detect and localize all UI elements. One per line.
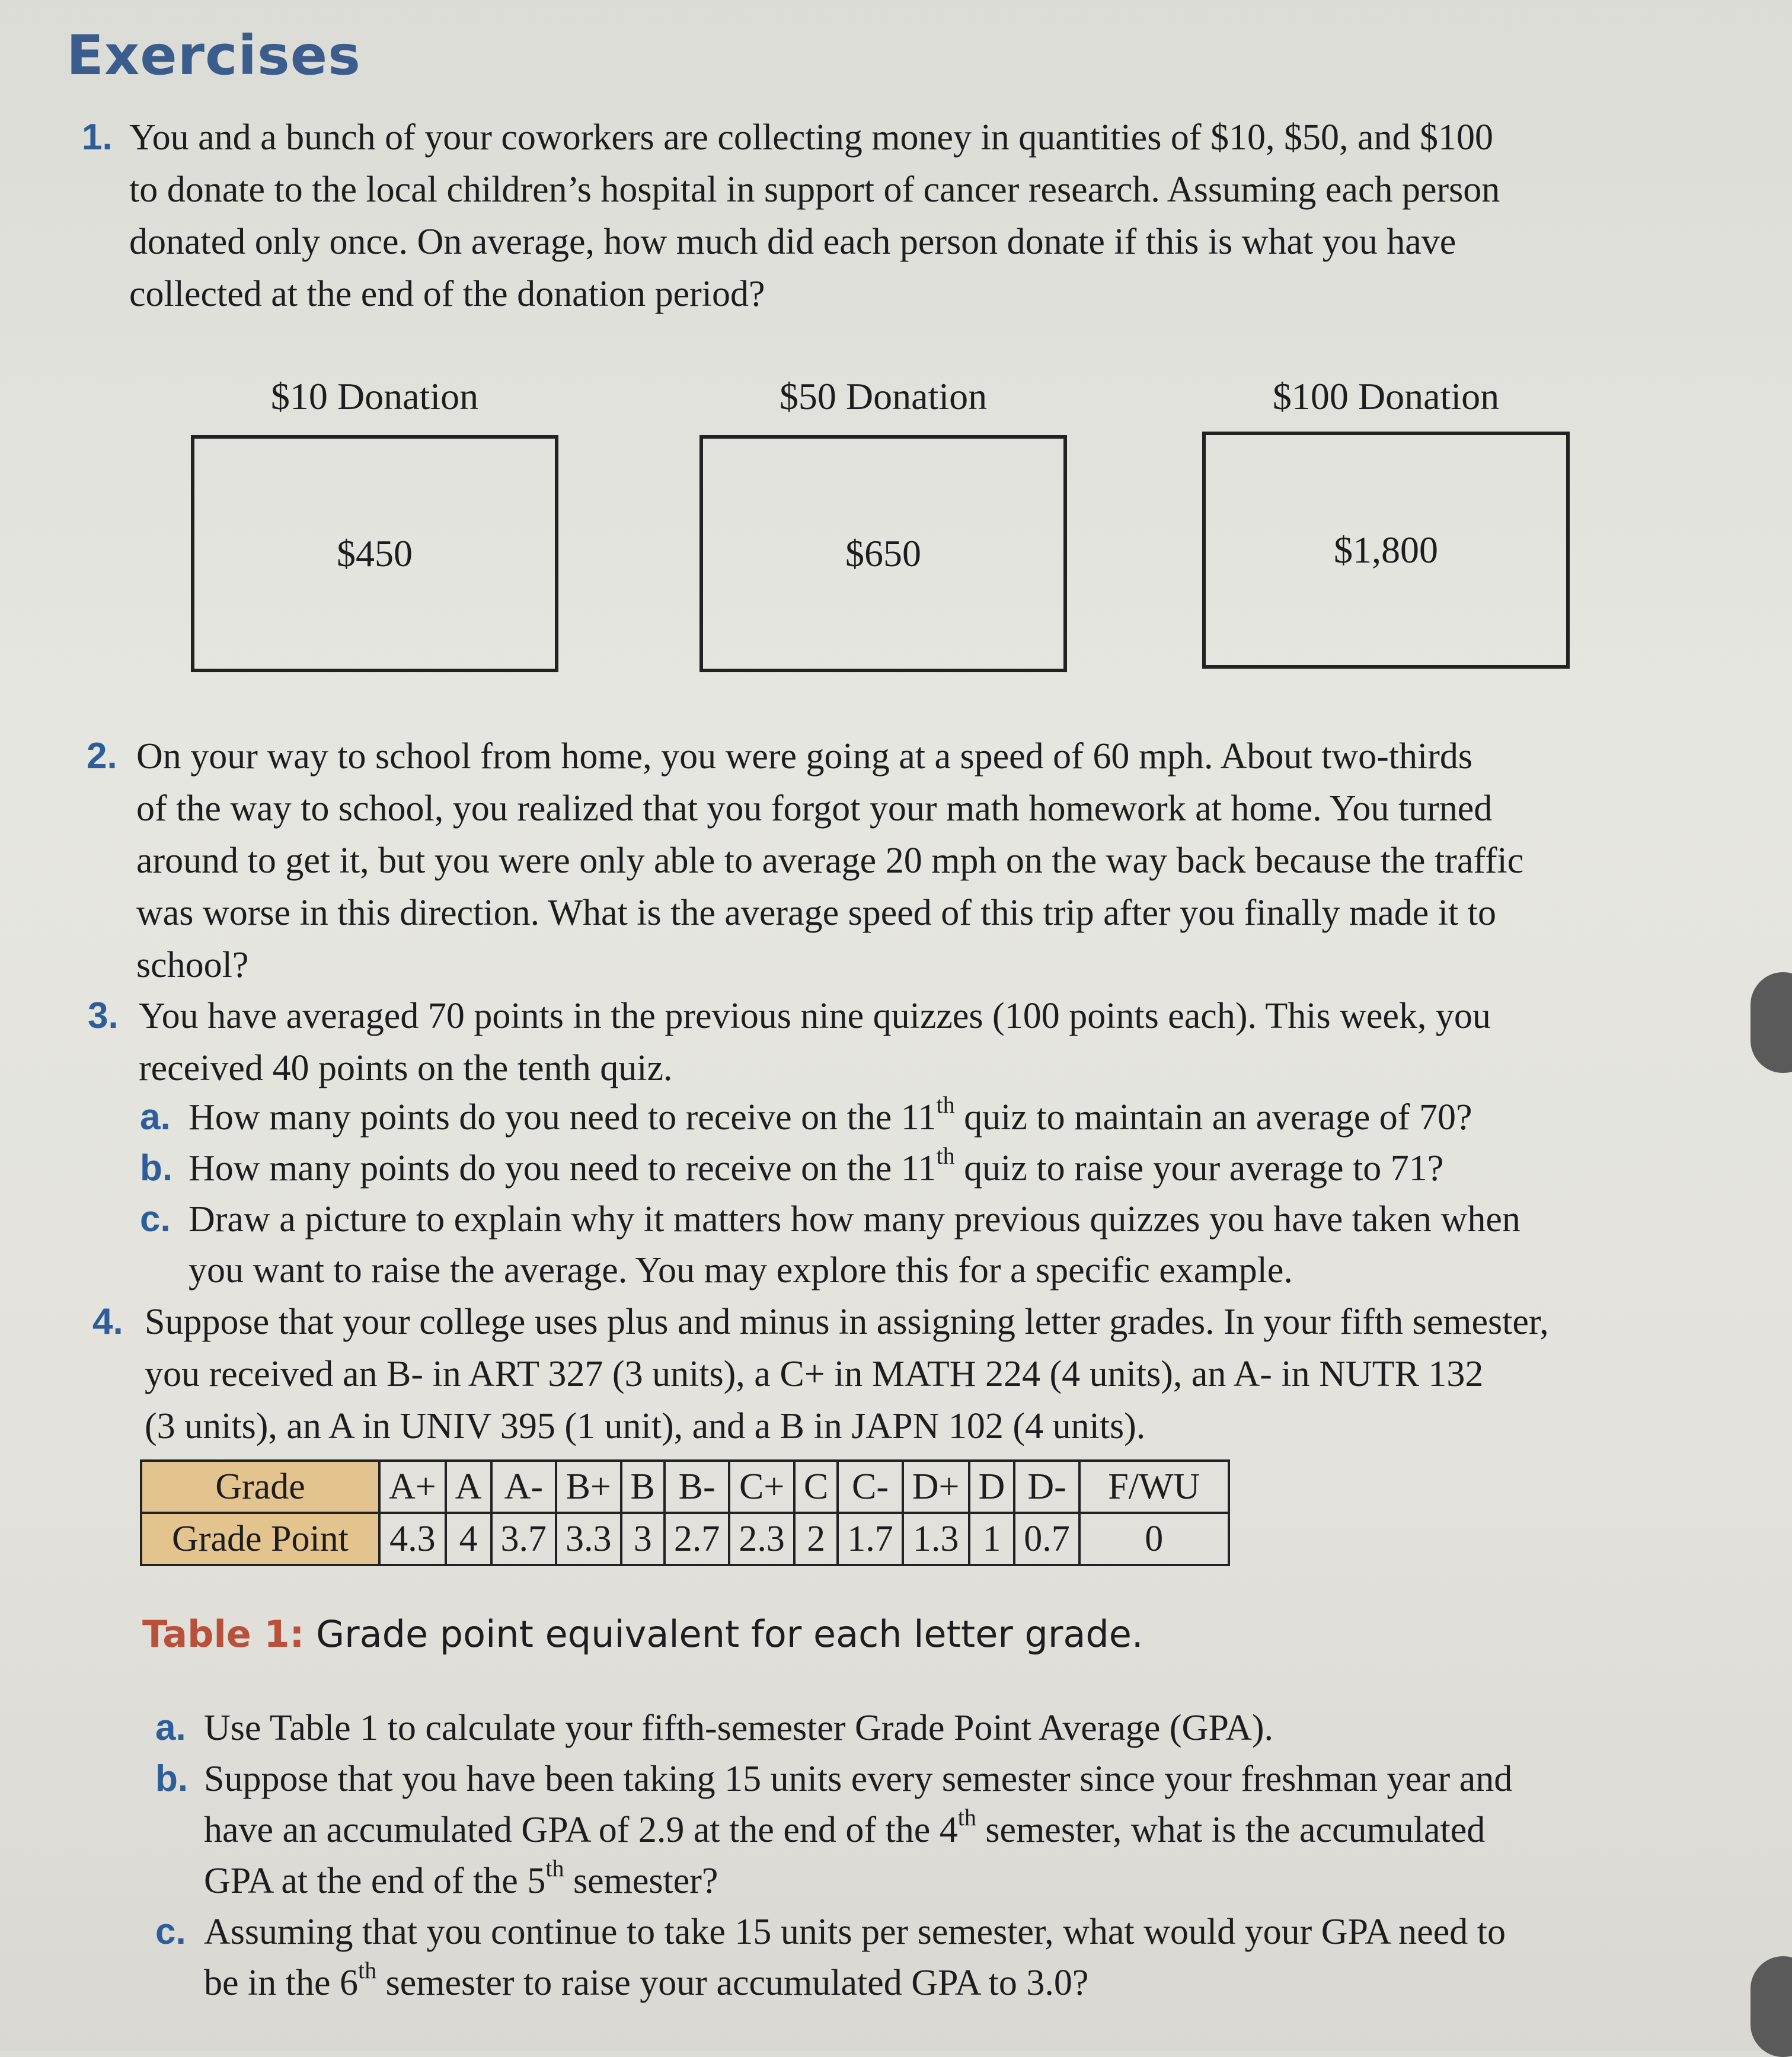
grade-cell: D+ [903,1461,969,1513]
grade-cell: B- [665,1461,730,1513]
exercise-3-number: 3. [88,995,119,1036]
donation-100-box [1202,432,1570,669]
donation-10-box [191,435,558,672]
grade-cell: A+ [379,1461,446,1513]
exercise-4b-line3-sup: th [545,1855,564,1882]
binder-hole-mark [1751,1956,1792,2057]
grade-point-cell: 0 [1079,1513,1229,1565]
grade-point-cell: 1.3 [903,1513,969,1565]
exercise-2-line: school? [136,945,249,985]
exercise-4b-line3-text: GPA at the end of the 5 [204,1861,546,1901]
exercise-4a [155,1703,1273,1753]
exercise-4-number: 4. [92,1301,123,1342]
table-caption [142,1612,1143,1656]
grade-point-table [140,1459,1230,1566]
exercise-3a-sup: th [936,1091,955,1119]
grade-cell: A [446,1461,491,1513]
exercise-3a-letter: a. [140,1097,171,1138]
exercise-3c-letter: c. [140,1199,171,1240]
page-heading: Exercises [66,24,361,87]
exercise-4b-line3 [204,1855,718,1906]
exercise-4b-text: Suppose that you have been taking 15 units every semester since your freshman year and [204,1759,1513,1799]
exercise-1-line: You and a bunch of your coworkers are collecting money in quantities of $10, $50, and $100 [129,117,1493,158]
exercise-4c-text: Assuming that you continue to take 15 units per semester, what would your GPA need to [204,1912,1506,1952]
exercise-3a [140,1092,1472,1143]
grade-cell: C+ [729,1461,794,1513]
donation-50-label: $50 Donation [779,375,988,417]
exercise-3-line: You have averaged 70 points in the previous nine quizzes (100 points each). This week, you [139,996,1491,1036]
exercise-4b-line2-end: semester, what is the accumulated [976,1810,1486,1850]
exercise-4-line: you received an B- in ART 327 (3 units), a C+ in MATH 224 (4 units), an A- in NUTR 132 [145,1354,1484,1394]
exercise-4c-letter: c. [155,1911,186,1952]
grade-cell: D [969,1461,1015,1513]
exercise-3a-text: How many points do you need to receive on the 11 [189,1097,937,1138]
binder-hole-mark [1751,972,1792,1073]
table-caption-label: Table 1: [142,1612,305,1656]
donation-10-label: $10 Donation [270,375,479,417]
grade-cell: F/WU [1079,1461,1229,1513]
exercise-3c-continued: you want to raise the average. You may explore this for a specific example. [189,1250,1293,1291]
exercise-2-line: On your way to school from home, you were going at a speed of 60 mph. About two-thirds [136,736,1473,777]
exercise-4c [155,1906,1506,1957]
grade-cell: B [621,1461,665,1513]
exercise-1-line: donated only once. On average, how much did each person donate if this is what you have [129,222,1456,262]
exercise-1-line: collected at the end of the donation period? [129,274,765,314]
grade-cell: C- [838,1461,903,1513]
grade-point-cell: 3.7 [491,1513,557,1565]
exercise-3b-text-end: quiz to raise your average to 71? [954,1148,1444,1189]
exercise-4b-line2-sup: th [957,1804,976,1831]
exercise-1-text [129,111,1500,320]
grade-row-label: Grade [141,1461,379,1513]
exercise-4b [155,1753,1512,1804]
exercise-3b-text: How many points do you need to receive on the 11 [189,1148,937,1189]
donation-10-amount: $450 [337,532,413,574]
exercise-3b-letter: b. [140,1148,173,1189]
grade-point-cell: 0.7 [1014,1513,1079,1565]
grade-point-row-label: Grade Point [141,1513,379,1565]
donation-100-label: $100 Donation [1272,375,1500,417]
exercise-2-number: 2. [87,736,117,777]
exercise-4-line: (3 units), an A in UNIV 395 (1 unit), and a B in JAPN 102 (4 units). [145,1406,1146,1446]
exercise-2-text [136,730,1523,991]
exercise-2-line: around to get it, but you were only able to average 20 mph on the way back because the traffic [136,841,1524,881]
exercise-1-line: to donate to the local children’s hospital in support of cancer research. Assuming each person [129,170,1500,210]
exercise-3c [140,1194,1521,1245]
exercise-3-line: received 40 points on the tenth quiz. [139,1048,673,1088]
grade-point-cell: 2.7 [665,1513,730,1565]
grade-point-cell: 3 [621,1513,665,1565]
grade-point-row [141,1513,1229,1565]
exercise-4b-line3-end: semester? [564,1861,718,1901]
grade-cell: B+ [556,1461,621,1513]
exercise-3b-sup: th [936,1142,955,1170]
exercise-1-number: 1. [82,117,113,158]
exercise-2-line: was worse in this direction. What is the average speed of this trip after you finally made it to [136,893,1496,933]
exercise-4b-letter: b. [155,1758,189,1799]
grade-point-cell: 2 [794,1513,838,1565]
exercise-4c-line2-end: semester to raise your accumulated GPA to 3.0? [376,1963,1089,2003]
donation-50-box [699,435,1067,672]
grade-point-cell: 1.7 [838,1513,903,1565]
donation-100-amount: $1,800 [1334,529,1438,571]
grade-point-cell: 4.3 [379,1513,446,1565]
donation-50-amount: $650 [845,532,921,574]
exercise-4a-letter: a. [155,1707,186,1748]
exercise-4-text [145,1296,1549,1452]
exercise-3-text [139,990,1491,1094]
grade-point-cell: 3.3 [556,1513,621,1565]
grade-cell: C [794,1461,838,1513]
exercise-4c-line2 [204,1957,1088,2008]
grade-point-cell: 2.3 [729,1513,794,1565]
exercise-4c-line2-sup: th [358,1957,377,1984]
exercise-3b [140,1143,1443,1194]
exercise-3c-text: Draw a picture to explain why it matters how many previous quizzes you have taken when [189,1199,1521,1240]
exercise-4b-line2-text: have an accumulated GPA of 2.9 at the end of the 4 [204,1810,958,1850]
grade-cell: A- [491,1461,557,1513]
exercise-4a-text: Use Table 1 to calculate your fifth-semester Grade Point Average (GPA). [204,1708,1274,1748]
exercise-2-line: of the way to school, you realized that you forgot your math homework at home. You turned [136,788,1493,829]
grade-row [141,1461,1229,1513]
grade-point-cell: 1 [969,1513,1015,1565]
exercise-4b-line2 [204,1804,1485,1855]
grade-point-cell: 4 [446,1513,491,1565]
exercise-3a-text-end: quiz to maintain an average of 70? [954,1097,1472,1138]
table-caption-text: Grade point equivalent for each letter grade. [316,1612,1143,1656]
grade-cell: D- [1014,1461,1079,1513]
exercise-4c-line2-text: be in the 6 [204,1963,358,2003]
exercise-4-line: Suppose that your college uses plus and minus in assigning letter grades. In your fifth semester, [145,1302,1549,1342]
